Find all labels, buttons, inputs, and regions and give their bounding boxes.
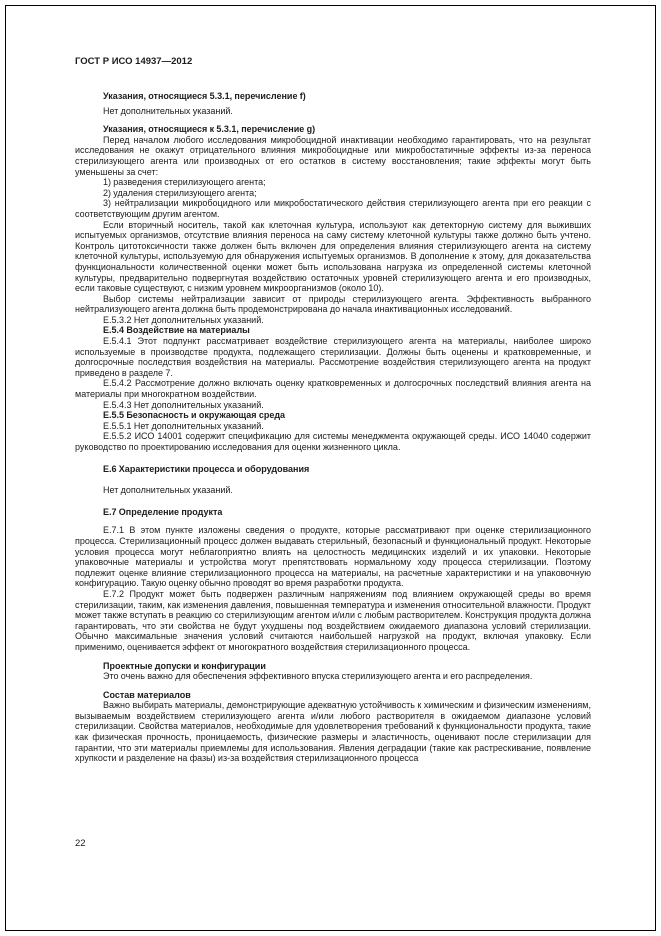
clause-e532: Е.5.3.2 Нет дополнительных указаний. [103,314,264,325]
body-paragraph: Нет дополнительных указаний. [103,485,233,496]
body-paragraph: Перед началом любого исследования микробоцидной инактивации необходимо гарантировать, что на результат исследования не окажут отрицательного влияния микробоцидные или микробостатичные эффекты из-за переноса стерилизующего агента или производных от его остатков в систему восстановления; такие эффекты могут быть уменьшены за счет: [75,134,591,177]
subheading-design-tolerances: Проектные допуски и конфигурации [103,660,266,671]
body-paragraph: Важно выбирать материалы, демонстрирующие адекватную устойчивость к химическим и физическим изменениям, вызываемым воздействием стерилизующего агента и/или любого растворителя в ожидаемом диапазоне условий стерилизации. Свойства материалов, необходимые для удовлетворения требований к функциональности продукта, такие как физическая прочность, проницаемость, физические размеры и эластичность, оценивают после стерилизации для гарантии, что эти материалы приемлемы для использования. Явления деградации (такие как растрескивание, появление хрупкости и разделение на фазы) из-за воздействия стерилизационного процесса [75,700,591,764]
section-heading-e6: Е.6 Характеристики процесса и оборудования [103,463,310,474]
clause-e542: Е.5.4.2 Рассмотрение должно включать оценку кратковременных и долгосрочных последствий влияния агента на материалы при многократном воздействии. [75,378,591,400]
clause-e541: Е.5.4.1 Этот подпункт рассматривает воздействие стерилизующего агента на материалы, наиболее широко используемые в производстве продукта, подлежащего стерилизации. Должны быть оценены и кратковременные, и долгосрочные последствия воздействия на материалы. Рассмотрение воздействия стерилизующего агента на продукт приведено в разделе 7. [75,336,591,378]
section-heading-e7: Е.7 Определение продукта [103,506,223,517]
doc-header: ГОСТ Р ИСО 14937—2012 [75,56,193,67]
subheading-material-composition: Состав материалов [103,689,191,700]
clause-e551: Е.5.5.1 Нет дополнительных указаний. [103,420,264,431]
clause-e71: Е.7.1 В этом пункте изложены сведения о продукте, которые рассматривают при оценке стерилизационного процесса. Стерилизационный процесс должен выдавать стерильный, безопасный и функциональный продукт. Некоторые условия процесса могут неблагоприятно влиять на целостность медицинских изделий и их упаковки. Некоторые упаковочные материалы и устройства могут препятствовать нормальному ходу процесса стерилизации. Поэтому подлежит оценке влияние стерилизационного процесса на материалы, на расчетные характеристики и на упаковочную конфигурацию. Такую оценку обычно проводят во время разработки продукта. [75,525,591,589]
body-paragraph: Если вторичный носитель, такой как клеточная культура, используют как детекторную систему для выживших испытуемых организмов, отсутствие влияния переноса на саму систему клеточной культуры также должно быть учтено. Контроль цитотоксичности также должен быть включен для определения влияния стерилизующего агента на систему клеточной культуры, используемую для обнаружения испытуемых организмов. В дополнение к этому, для доказательства функциональности количественной оценки может быть использована нагрузка из определенной системы клеточной культуры, предварительно подвергнутая воздействию остаточных уровней стерилизующего агента и его производных, если таковые существуют, с низким уровнем микроорганизмов (около 10). [75,219,591,294]
clause-e72: Е.7.2 Продукт может быть подвержен различным напряжениям под влиянием окружающей среды во время стерилизации, таким, как изменения давления, повышенная температура и изменения относительной влажности. Продукт может также вступать в реакцию со стерилизующим агентом и/или с любым растворителем. Конструкция продукта должна гарантировать, что эти свойства не будут ухудшены под воздействием ожидаемого диапазона условий стерилизации. Обычно максимальные значения условий считаются наибольшей нагрузкой на продукт, включая упаковку. Если применимо, оценивается эффект от многократного воздействия стерилизационного процесса. [75,588,591,652]
page-number: 22 [75,838,86,849]
document-body [75,56,591,764]
body-paragraph: Нет дополнительных указаний. [103,105,233,116]
guidance-heading-f: Указания, относящиеся 5.3.1, перечисление f) [103,91,306,101]
body-paragraph: Это очень важно для обеспечения эффективного впуска стерилизующего агента и его распределения. [103,671,533,682]
list-item-2: 2) удаления стерилизующего агента; [103,187,257,198]
clause-heading-e55: Е.5.5 Безопасность и окружающая среда [103,410,286,421]
list-item-1: 1) разведения стерилизующего агента; [103,177,266,188]
guidance-heading-g: Указания, относящиеся к 5.3.1, перечисление g) [103,124,316,135]
clause-e543: Е.5.4.3 Нет дополнительных указаний. [103,399,264,410]
list-item-3: 3) нейтрализации микробоцидного или микробостатического действия стерилизующего агента при его реакции с соответствующим другим агентом. [75,198,591,219]
clause-e552: Е.5.5.2 ИСО 14001 содержит спецификацию для системы менеджмента окружающей среды. ИСО 14040 содержит руководство по проектированию исследования для оценки жизненного цикла. [75,431,591,452]
body-paragraph: Выбор системы нейтрализации зависит от природы стерилизующего агента. Эффективность выбранного нейтрализующего агента должна быть продемонстрирована до начала инактивационных исследований. [75,293,591,315]
clause-heading-e54: Е.5.4 Воздействие на материалы [103,325,250,336]
